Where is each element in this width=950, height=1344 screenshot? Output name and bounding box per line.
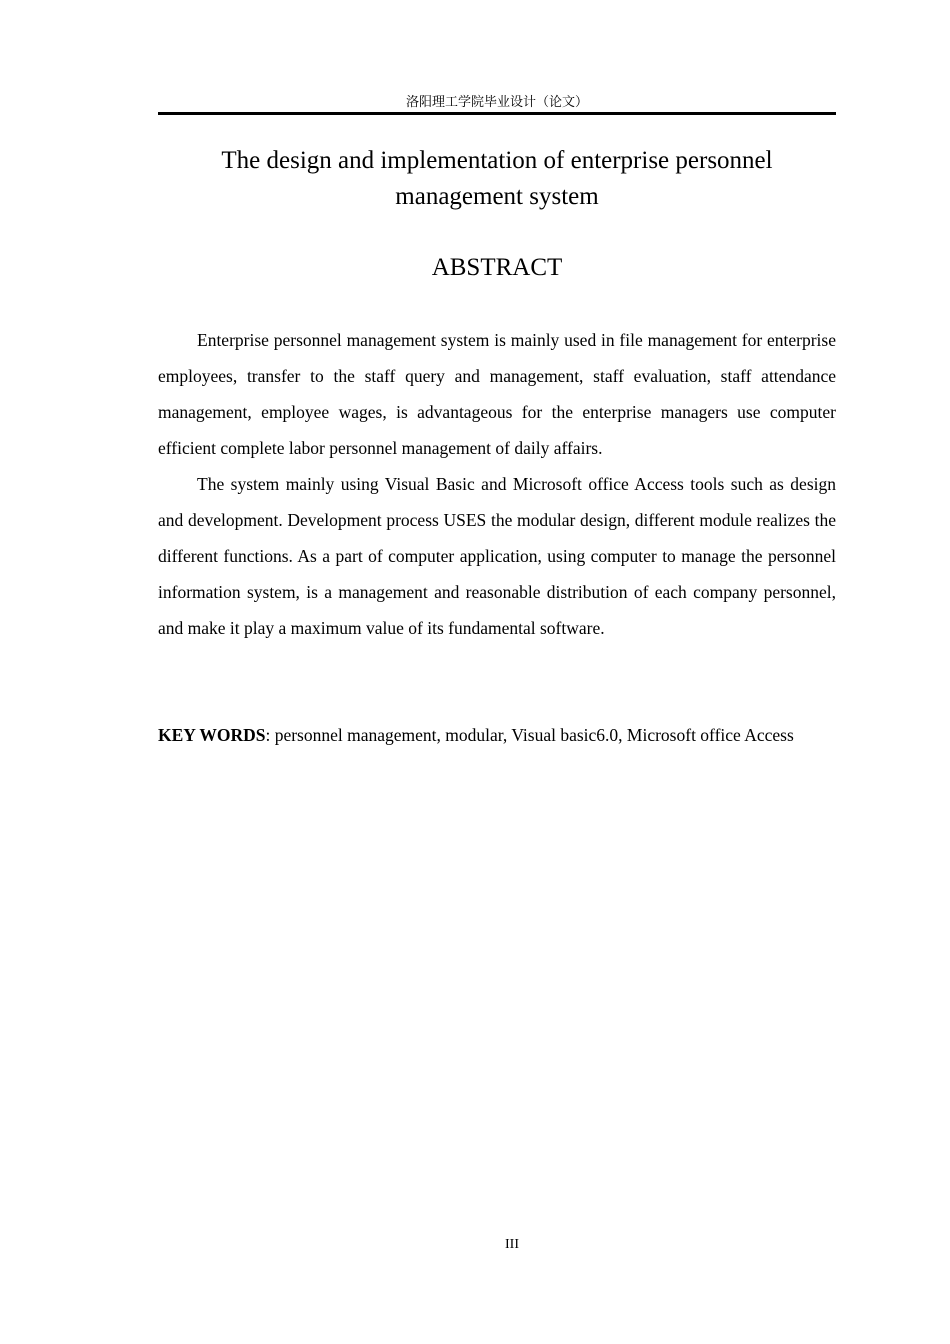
keywords-text: personnel management, modular, Visual basic6.0, Microsoft office Access <box>274 725 794 745</box>
abstract-body <box>158 322 836 646</box>
keywords-line <box>158 717 836 753</box>
document-title: The design and implementation of enterprise personnel management system <box>221 147 773 210</box>
page-number: III <box>505 1237 519 1252</box>
header-divider <box>158 112 836 115</box>
running-header: 洛阳理工学院毕业设计（论文） <box>405 95 588 110</box>
keywords-separator: : <box>265 725 275 745</box>
abstract-paragraph-2: The system mainly using Visual Basic and Microsoft office Access tools such as design and development. Development process USES the modular design, different module realizes the different functions. As a part of computer application, using computer to manage the personnel information system, is a management and reasonable distribution of each company personnel, and make it play a maximum value of its fundamental software. <box>158 474 836 638</box>
abstract-heading: ABSTRACT <box>431 254 563 281</box>
keywords-label: KEY WORDS <box>158 725 266 745</box>
abstract-paragraph-1: Enterprise personnel management system is mainly used in file management for enterprise employees, transfer to the staff query and management, staff evaluation, staff attendance management, employee wages, is advantageous for the enterprise managers use computer efficient complete labor personnel management of daily affairs. <box>158 330 836 458</box>
